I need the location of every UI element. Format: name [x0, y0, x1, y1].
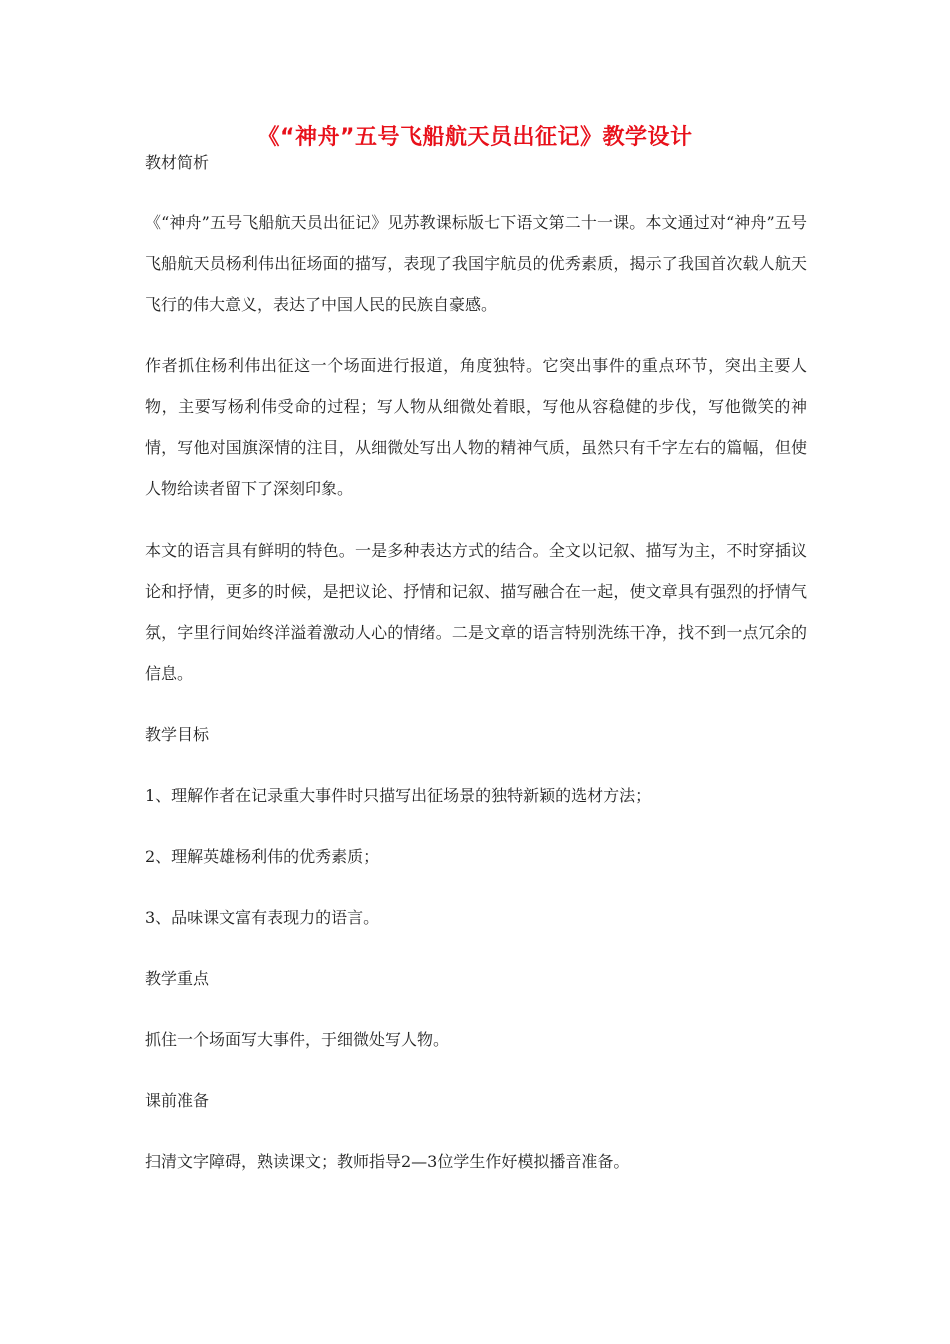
focus-text: 抓住一个场面写大事件，于细微处写人物。	[145, 1030, 450, 1049]
goal-item-3: 3、品味课文富有表现力的语言。	[145, 908, 380, 927]
analysis-paragraph-2: 作者抓住杨利伟出征这一个场面进行报道，角度独特。它突出事件的重点环节，突出主要人物，主要写杨利伟受命的过程；写人物从细微处着眼，写他从容稳健的步伐，写他微笑的神情，写他对国旗深情的注目，从细微处写出人物的精神气质，虽然只有千字左右的篇幅，但使人物给读者留下了深刻印象。	[145, 356, 807, 498]
prep-text: 扫清文字障碍，熟读课文；教师指导2—3位学生作好模拟播音准备。	[145, 1152, 630, 1171]
goal-item-2: 2、理解英雄杨利伟的优秀素质；	[145, 847, 380, 866]
section-heading-focus: 教学重点	[145, 969, 210, 988]
document-title: 《“神舟”五号飞船航天员出征记》教学设计	[257, 125, 693, 150]
goal-item-1: 1、理解作者在记录重大事件时只描写出征场景的独特新颖的选材方法；	[145, 786, 652, 805]
section-heading-goals: 教学目标	[145, 725, 210, 744]
analysis-paragraph-1: 《“神舟”五号飞船航天员出征记》见苏教课标版七下语文第二十一课。本文通过对“神舟”五号飞船航天员杨利伟出征场面的描写，表现了我国宇航员的优秀素质，揭示了我国首次载人航天飞行的伟大意义，表达了中国人民的民族自豪感。	[145, 213, 807, 314]
analysis-paragraph-3: 本文的语言具有鲜明的特色。一是多种表达方式的结合。全文以记叙、描写为主，不时穿插议论和抒情，更多的时候，是把议论、抒情和记叙、描写融合在一起，使文章具有强烈的抒情气氛，字里行间始终洋溢着激动人心的情绪。二是文章的语言特别洗练干净，找不到一点冗余的信息。	[145, 541, 807, 683]
section-heading-analysis: 教材简析	[145, 153, 210, 172]
section-heading-prep: 课前准备	[145, 1091, 210, 1110]
